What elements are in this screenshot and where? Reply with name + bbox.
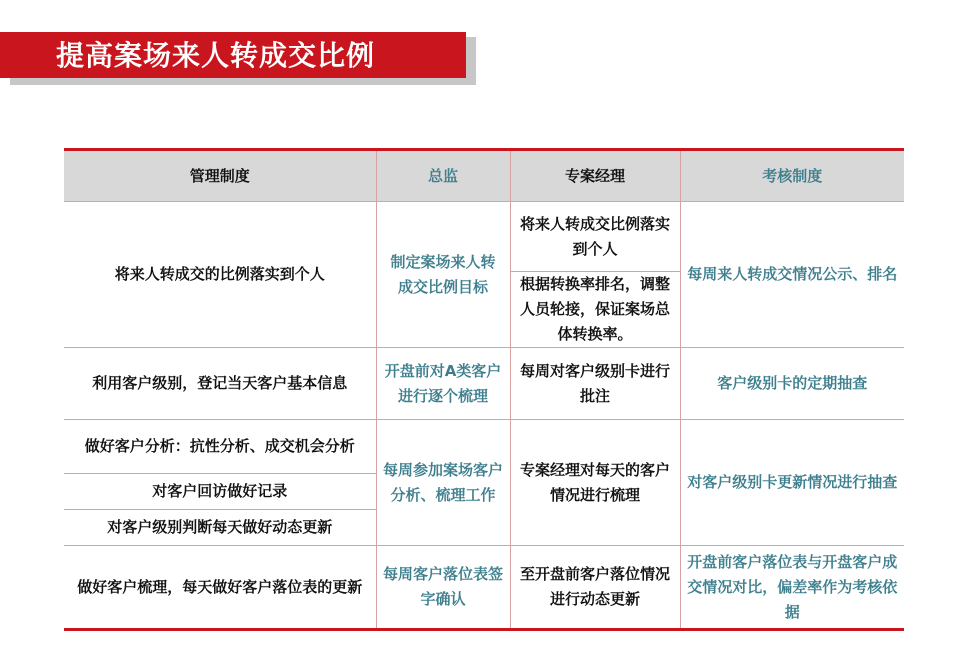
header-management-system: 管理制度 [64, 150, 376, 202]
cell-director: 每周参加案场客户分析、梳理工作 [376, 420, 510, 546]
table-row [64, 202, 904, 272]
header-project-manager: 专案经理 [510, 150, 680, 202]
cell-assessment: 对客户级别卡更新情况进行抽查 [680, 420, 904, 546]
cell-system: 做好客户梳理，每天做好客户落位表的更新 [64, 546, 376, 630]
cell-director [376, 202, 510, 348]
cell-director: 开盘前对A类客户进行逐个梳理 [376, 348, 510, 420]
page-title: 提高案场来人转成交比例 [56, 39, 376, 72]
cell-manager: 至开盘前客户落位情况进行动态更新 [510, 546, 680, 630]
cell-manager: 根据转换率排名，调整人员轮接，保证案场总体转换率。 [510, 272, 680, 348]
cell-system: 对客户级别判断每天做好动态更新 [64, 510, 376, 546]
cell-system: 将来人转成交的比例落实到个人 [64, 202, 376, 348]
cell-system: 利用客户级别，登记当天客户基本信息 [64, 348, 376, 420]
cell-manager: 专案经理对每天的客户情况进行梳理 [510, 420, 680, 546]
cell-director: 每周客户落位表签字确认 [376, 546, 510, 630]
header-director: 总监 [376, 150, 510, 202]
cell-manager: 每周对客户级别卡进行批注 [510, 348, 680, 420]
table-header-row [64, 150, 904, 202]
table-row [64, 348, 904, 420]
table-row [64, 420, 904, 474]
cell-system: 对客户回访做好记录 [64, 474, 376, 510]
cell-assessment: 每周来人转成交情况公示、排名 [680, 202, 904, 348]
cell-assessment: 开盘前客户落位表与开盘客户成交情况对比，偏差率作为考核依据 [680, 546, 904, 630]
cell-director-text: 制定案场来人转成交比例目标 [390, 252, 496, 296]
management-table [64, 148, 904, 631]
cell-assessment: 客户级别卡的定期抽查 [680, 348, 904, 420]
header-assessment: 考核制度 [680, 150, 904, 202]
table-row [64, 546, 904, 630]
cell-manager: 将来人转成交比例落实到个人 [510, 202, 680, 272]
cell-system: 做好客户分析：抗性分析、成交机会分析 [64, 420, 376, 474]
